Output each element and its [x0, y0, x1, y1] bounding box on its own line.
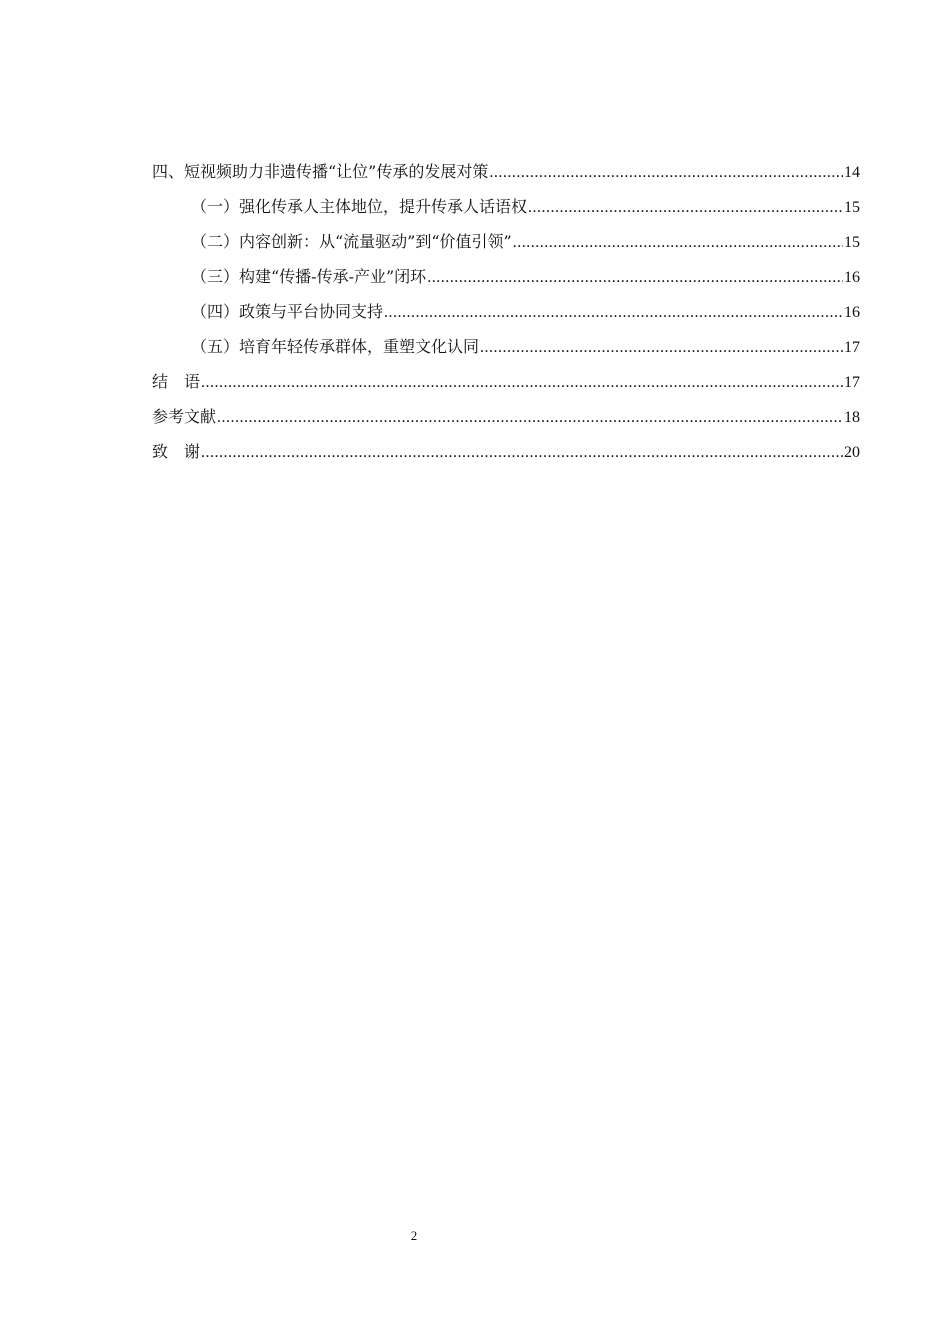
- toc-entry-page: 20: [844, 444, 860, 461]
- table-of-contents: [152, 154, 860, 469]
- toc-entry-label: （二）内容创新：从“流量驱动”到“价值引领”: [191, 232, 512, 251]
- toc-entry[interactable]: [152, 329, 860, 364]
- toc-entry-label: 结 语: [152, 372, 201, 391]
- toc-entry-page: 17: [844, 339, 860, 356]
- dot-leader: [201, 435, 843, 470]
- toc-entry-label: （一）强化传承人主体地位，提升传承人话语权: [191, 197, 528, 216]
- toc-entry-label: 四、短视频助力非遗传播“让位”传承的发展对策: [152, 162, 489, 181]
- toc-entry[interactable]: [152, 189, 860, 224]
- toc-entry[interactable]: [152, 364, 860, 399]
- dot-leader: [528, 190, 843, 225]
- dot-leader: [513, 225, 843, 260]
- toc-entry[interactable]: [152, 259, 860, 294]
- dot-leader: [480, 330, 843, 365]
- dot-leader: [489, 155, 843, 190]
- dot-leader: [384, 295, 843, 330]
- toc-entry[interactable]: [152, 434, 860, 469]
- toc-entry[interactable]: [152, 154, 860, 189]
- toc-entry-page: 16: [844, 304, 860, 321]
- toc-entry-page: 16: [844, 269, 860, 286]
- toc-entry[interactable]: [152, 294, 860, 329]
- toc-entry-label: 参考文献: [152, 407, 217, 426]
- toc-entry-page: 15: [844, 234, 860, 251]
- toc-entry[interactable]: [152, 224, 860, 259]
- dot-leader: [217, 400, 843, 435]
- page-number: 2: [410, 1228, 418, 1243]
- toc-entry[interactable]: [152, 399, 860, 434]
- toc-entry-label: 致 谢: [152, 442, 201, 461]
- toc-entry-page: 18: [844, 409, 860, 426]
- dot-leader: [201, 365, 843, 400]
- toc-entry-label: （五）培育年轻传承群体，重塑文化认同: [191, 337, 480, 356]
- toc-entry-page: 17: [844, 374, 860, 391]
- toc-entry-label: （三）构建“传播-传承-产业”闭环: [191, 267, 427, 286]
- toc-entry-page: 14: [844, 164, 860, 181]
- toc-entry-label: （四）政策与平台协同支持: [191, 302, 384, 321]
- toc-entry-page: 15: [844, 199, 860, 216]
- dot-leader: [427, 260, 843, 295]
